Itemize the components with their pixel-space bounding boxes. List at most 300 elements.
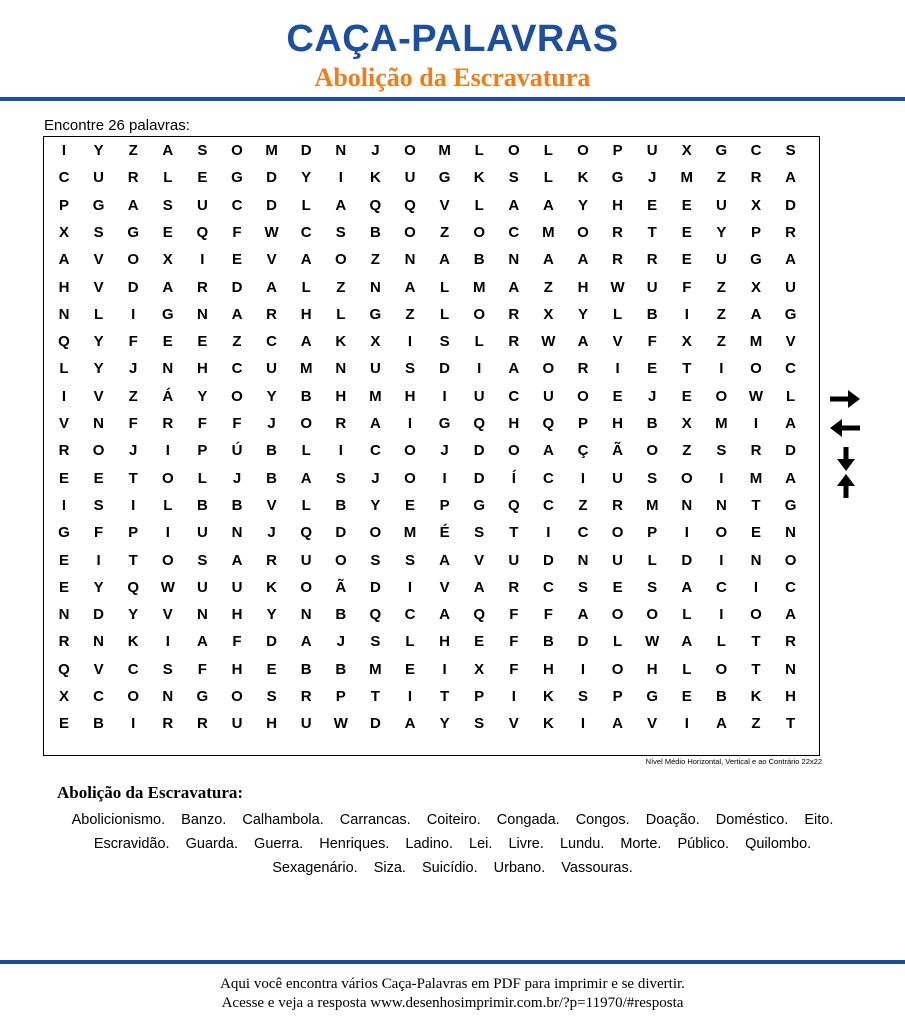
grid-letter[interactable]: Z [716,333,726,351]
grid-letter[interactable]: Y [266,387,277,405]
grid-letter[interactable]: A [542,251,554,269]
grid-letter[interactable]: K [369,169,381,187]
grid-letter[interactable]: I [615,360,620,378]
grid-letter[interactable]: O [404,223,416,241]
grid-letter[interactable]: J [129,442,138,460]
grid-letter[interactable]: F [128,333,138,351]
grid-letter[interactable]: P [612,142,623,159]
grid-letter[interactable]: Q [300,524,313,542]
grid-letter[interactable]: O [300,415,313,432]
grid-letter[interactable]: Q [507,496,520,514]
grid-letter[interactable]: H [785,688,797,705]
grid-letter[interactable]: A [508,278,520,296]
grid-letter[interactable]: F [509,633,519,651]
grid-letter[interactable]: B [231,496,243,514]
grid-letter[interactable]: Q [542,415,555,432]
grid-letter[interactable]: O [92,442,105,460]
grid-letter[interactable]: S [439,333,450,351]
grid-letter[interactable]: U [196,578,208,596]
grid-letter[interactable]: N [335,360,347,378]
grid-letter[interactable]: F [128,415,138,432]
grid-letter[interactable]: L [163,496,173,514]
grid-letter[interactable]: U [231,715,243,733]
grid-letter[interactable]: L [440,278,450,296]
grid-letter[interactable]: P [577,415,588,432]
grid-letter[interactable]: S [404,551,415,569]
grid-letter[interactable]: U [612,469,624,487]
grid-letter[interactable]: P [474,688,485,705]
grid-letter[interactable]: D [473,469,485,487]
grid-letter[interactable]: G [231,169,243,187]
grid-letter[interactable]: O [507,142,520,159]
grid-letter[interactable]: E [197,169,208,187]
grid-letter[interactable]: C [93,688,105,705]
grid-letter[interactable]: J [129,360,138,378]
grid-letter[interactable]: I [719,469,724,487]
grid-letter[interactable]: S [370,551,381,569]
grid-letter[interactable]: V [266,251,277,269]
grid-letter[interactable]: P [58,196,69,214]
grid-letter[interactable]: J [267,524,276,542]
grid-letter[interactable]: Y [577,305,588,323]
grid-letter[interactable]: I [61,496,67,514]
grid-letter[interactable]: F [682,278,692,296]
grid-letter[interactable]: X [370,333,381,351]
grid-letter[interactable]: K [127,633,139,651]
grid-letter[interactable]: O [473,223,486,241]
grid-letter[interactable]: R [300,688,312,705]
grid-letter[interactable]: D [473,442,485,460]
grid-letter[interactable]: X [162,251,173,269]
grid-letter[interactable]: O [161,469,174,487]
grid-letter[interactable]: C [542,578,554,596]
grid-letter[interactable]: A [785,606,797,624]
grid-letter[interactable]: Q [369,196,382,214]
grid-letter[interactable]: N [196,305,208,323]
grid-letter[interactable]: L [301,278,311,296]
grid-letter[interactable]: G [92,196,105,214]
grid-letter[interactable]: Z [336,278,346,296]
grid-letter[interactable]: Z [716,169,726,187]
grid-letter[interactable]: D [369,715,381,733]
grid-letter[interactable]: M [472,278,486,296]
grid-letter[interactable]: V [647,715,658,733]
grid-letter[interactable]: I [165,633,170,651]
grid-letter[interactable]: X [681,333,692,351]
grid-letter[interactable]: E [162,333,173,351]
grid-letter[interactable]: U [300,715,312,733]
grid-letter[interactable]: K [266,578,278,596]
grid-letter[interactable]: F [94,524,104,542]
grid-letter[interactable]: O [334,251,347,269]
grid-letter[interactable]: M [645,496,659,514]
grid-letter[interactable]: D [335,524,347,542]
grid-letter[interactable]: M [749,333,763,351]
grid-letter[interactable]: I [684,715,689,733]
grid-letter[interactable]: H [231,660,243,678]
grid-letter[interactable]: O [715,387,728,405]
grid-letter[interactable]: Z [751,715,761,733]
grid-letter[interactable]: C [577,524,589,542]
grid-letter[interactable]: E [58,715,69,733]
grid-letter[interactable]: V [439,578,450,596]
grid-letter[interactable]: Q [58,660,70,678]
grid-letter[interactable]: Z [716,278,726,296]
grid-letter[interactable]: I [338,169,343,187]
grid-letter[interactable]: Z [543,278,553,296]
grid-letter[interactable]: D [266,196,278,214]
grid-letter[interactable]: M [369,387,382,405]
grid-letter[interactable]: N [162,360,174,378]
grid-letter[interactable]: K [542,688,554,705]
grid-letter[interactable]: Q [58,333,70,351]
grid-letter[interactable]: R [612,223,624,241]
grid-letter[interactable]: N [715,496,727,514]
grid-letter[interactable]: X [750,278,761,296]
grid-letter[interactable]: A [196,633,208,651]
grid-letter[interactable]: G [611,169,624,187]
grid-letter[interactable]: R [58,442,70,460]
grid-letter[interactable]: A [231,551,243,569]
grid-letter[interactable]: U [196,196,208,214]
grid-letter[interactable]: S [335,223,346,241]
grid-letter[interactable]: V [266,496,277,514]
grid-letter[interactable]: C [785,360,797,378]
grid-letter[interactable]: A [785,251,797,269]
grid-letter[interactable]: Y [93,360,104,378]
grid-letter[interactable]: Y [301,169,312,187]
grid-letter[interactable]: S [716,442,727,460]
grid-letter[interactable]: D [231,278,243,296]
grid-letter[interactable]: R [508,333,520,351]
grid-letter[interactable]: E [647,360,658,378]
grid-letter[interactable]: X [681,142,692,159]
grid-letter[interactable]: Y [439,715,450,733]
grid-letter[interactable]: H [508,415,520,432]
grid-letter[interactable]: O [646,442,659,460]
grid-letter[interactable]: L [336,305,346,323]
grid-letter[interactable]: M [680,169,694,187]
grid-letter[interactable]: F [543,606,553,624]
grid-letter[interactable]: J [267,415,276,432]
grid-letter[interactable]: G [161,305,174,323]
grid-letter[interactable]: D [369,578,381,596]
grid-letter[interactable]: Z [405,305,415,323]
grid-letter[interactable]: V [58,415,69,432]
grid-letter[interactable]: U [404,169,416,187]
grid-letter[interactable]: W [333,715,348,733]
grid-letter[interactable]: L [440,305,450,323]
grid-letter[interactable]: F [197,660,207,678]
grid-letter[interactable]: L [59,360,69,378]
grid-letter[interactable]: Z [440,223,450,241]
grid-letter[interactable]: U [300,551,312,569]
grid-letter[interactable]: S [508,169,519,187]
grid-letter[interactable]: E [750,524,761,542]
grid-letter[interactable]: S [474,524,485,542]
grid-letter[interactable]: G [646,688,659,705]
grid-letter[interactable]: H [58,278,70,296]
grid-letter[interactable]: A [785,469,797,487]
grid-letter[interactable]: I [131,715,136,733]
grid-letter[interactable]: K [473,169,485,187]
grid-letter[interactable]: I [753,415,759,432]
grid-letter[interactable]: I [61,142,67,159]
grid-letter[interactable]: O [127,251,140,269]
grid-letter[interactable]: M [403,524,417,542]
grid-letter[interactable]: J [648,169,657,187]
grid-letter[interactable]: L [543,142,553,159]
grid-letter[interactable]: E [58,551,69,569]
grid-letter[interactable]: Y [716,223,727,241]
grid-letter[interactable]: S [93,496,104,514]
grid-letter[interactable]: N [404,251,416,269]
grid-letter[interactable]: Q [369,606,382,624]
grid-letter[interactable]: A [508,196,520,214]
grid-letter[interactable]: L [543,169,553,187]
grid-letter[interactable]: S [197,142,208,159]
grid-letter[interactable]: X [58,688,69,705]
grid-letter[interactable]: Z [682,442,692,460]
grid-letter[interactable]: H [335,387,347,405]
grid-letter[interactable]: É [439,524,450,542]
grid-letter[interactable]: A [508,360,520,378]
grid-letter[interactable]: V [93,251,104,269]
grid-letter[interactable]: T [128,551,138,569]
grid-letter[interactable]: S [647,578,658,596]
grid-letter[interactable]: W [264,223,279,241]
grid-letter[interactable]: A [127,196,139,214]
grid-letter[interactable]: R [266,305,278,323]
grid-letter[interactable]: V [162,606,173,624]
grid-letter[interactable]: E [93,469,104,487]
grid-letter[interactable]: L [163,169,173,187]
grid-letter[interactable]: V [93,387,104,405]
grid-letter[interactable]: C [542,469,554,487]
grid-letter[interactable]: E [58,469,69,487]
grid-letter[interactable]: Ã [335,578,347,596]
grid-letter[interactable]: W [645,633,660,651]
grid-letter[interactable]: A [473,578,485,596]
grid-letter[interactable]: B [369,223,381,241]
grid-letter[interactable]: G [750,251,762,269]
grid-letter[interactable]: G [127,223,140,241]
grid-letter[interactable]: K [542,715,554,733]
grid-letter[interactable]: R [750,169,762,187]
grid-letter[interactable]: O [404,442,416,460]
grid-letter[interactable]: H [612,196,624,214]
grid-letter[interactable]: P [197,442,208,460]
grid-letter[interactable]: L [197,469,207,487]
grid-letter[interactable]: E [58,578,69,596]
grid-letter[interactable]: E [612,387,623,405]
grid-letter[interactable]: D [785,442,797,460]
grid-letter[interactable]: Z [128,142,138,159]
grid-letter[interactable]: S [785,142,796,159]
grid-letter[interactable]: J [648,387,657,405]
grid-letter[interactable]: D [93,606,105,624]
grid-letter[interactable]: U [231,578,243,596]
grid-letter[interactable]: I [684,305,689,323]
grid-letter[interactable]: W [748,387,764,405]
grid-letter[interactable]: R [612,251,624,269]
grid-letter[interactable]: C [127,660,139,678]
grid-letter[interactable]: S [93,223,104,241]
grid-letter[interactable]: I [684,524,689,542]
grid-letter[interactable]: B [300,387,312,405]
grid-letter[interactable]: K [335,333,347,351]
grid-letter[interactable]: I [165,442,170,460]
grid-letter[interactable]: S [577,578,588,596]
grid-letter[interactable]: E [647,196,658,214]
grid-letter[interactable]: J [371,142,380,159]
grid-letter[interactable]: L [301,442,311,460]
grid-letter[interactable]: V [612,333,623,351]
grid-letter[interactable]: A [439,251,451,269]
grid-letter[interactable]: R [58,633,70,651]
grid-letter[interactable]: Y [370,496,381,514]
grid-letter[interactable]: B [335,496,347,514]
grid-letter[interactable]: G [196,688,209,705]
grid-letter[interactable]: D [266,169,278,187]
grid-letter[interactable]: L [474,333,484,351]
grid-letter[interactable]: C [508,223,520,241]
grid-letter[interactable]: A [439,551,451,569]
grid-letter[interactable]: P [647,524,658,542]
grid-letter[interactable]: I [338,442,343,460]
grid-letter[interactable]: J [371,469,380,487]
grid-letter[interactable]: A [300,469,312,487]
grid-letter[interactable]: S [197,551,208,569]
grid-letter[interactable]: N [785,524,797,542]
grid-letter[interactable]: V [508,715,519,733]
grid-letter[interactable]: P [128,524,139,542]
grid-letter[interactable]: N [681,496,693,514]
grid-letter[interactable]: N [162,688,174,705]
grid-letter[interactable]: G [438,169,451,187]
grid-letter[interactable]: A [369,415,381,432]
grid-letter[interactable]: H [612,415,624,432]
grid-letter[interactable]: A [439,606,451,624]
grid-letter[interactable]: L [647,551,657,569]
grid-letter[interactable]: R [785,633,797,651]
grid-letter[interactable]: M [299,360,313,378]
grid-letter[interactable]: O [369,524,382,542]
grid-letter[interactable]: W [610,278,625,296]
grid-letter[interactable]: A [58,251,70,269]
grid-letter[interactable]: C [404,606,416,624]
grid-letter[interactable]: B [300,660,312,678]
grid-letter[interactable]: I [580,660,586,678]
grid-letter[interactable]: N [785,660,797,678]
grid-letter[interactable]: B [646,415,658,432]
grid-letter[interactable]: I [131,305,136,323]
grid-letter[interactable]: A [785,415,797,432]
grid-letter[interactable]: U [93,169,105,187]
grid-letter[interactable]: A [681,578,693,596]
grid-letter[interactable]: U [542,387,554,405]
grid-letter[interactable]: F [232,223,242,241]
grid-letter[interactable]: O [611,660,624,678]
grid-letter[interactable]: G [438,415,451,432]
grid-letter[interactable]: P [612,688,623,705]
grid-letter[interactable]: N [231,524,243,542]
grid-letter[interactable]: U [612,551,624,569]
grid-letter[interactable]: Q [473,415,486,432]
grid-letter[interactable]: C [231,360,243,378]
grid-letter[interactable]: Z [370,251,380,269]
grid-letter[interactable]: I [546,524,551,542]
grid-letter[interactable]: U [196,524,208,542]
grid-letter[interactable]: Á [162,387,174,405]
grid-letter[interactable]: E [474,633,485,651]
grid-letter[interactable]: L [94,305,104,323]
grid-letter[interactable]: R [266,551,278,569]
grid-letter[interactable]: R [785,223,797,241]
grid-letter[interactable]: S [474,715,485,733]
grid-letter[interactable]: G [784,496,797,514]
grid-letter[interactable]: B [266,469,278,487]
grid-letter[interactable]: N [196,606,208,624]
grid-letter[interactable]: X [750,196,761,214]
grid-letter[interactable]: E [197,333,208,351]
grid-letter[interactable]: J [232,469,242,487]
grid-letter[interactable]: U [369,360,381,378]
grid-letter[interactable]: V [474,551,485,569]
grid-letter[interactable]: L [682,606,692,624]
grid-letter[interactable]: O [715,524,728,542]
grid-letter[interactable]: M [542,223,555,241]
grid-letter[interactable]: N [93,633,105,651]
grid-letter[interactable]: A [577,606,589,624]
grid-letter[interactable]: I [131,496,136,514]
grid-letter[interactable]: A [231,305,243,323]
grid-letter[interactable]: B [93,715,105,733]
grid-letter[interactable]: O [334,551,347,569]
grid-letter[interactable]: C [508,387,520,405]
grid-letter[interactable]: C [231,196,243,214]
grid-letter[interactable]: A [542,196,554,214]
grid-letter[interactable]: M [749,469,763,487]
grid-letter[interactable]: L [613,305,623,323]
grid-letter[interactable]: O [231,688,243,705]
grid-letter[interactable]: J [336,633,345,651]
grid-letter[interactable]: N [300,606,312,624]
grid-letter[interactable]: A [577,251,589,269]
grid-letter[interactable]: X [474,660,485,678]
grid-letter[interactable]: T [509,524,519,542]
grid-letter[interactable]: R [196,715,208,733]
grid-letter[interactable]: T [786,715,796,733]
grid-letter[interactable]: O [231,142,243,159]
grid-letter[interactable]: O [404,142,416,159]
grid-letter[interactable]: K [577,169,589,187]
grid-letter[interactable]: N [369,278,381,296]
grid-letter[interactable]: I [511,688,516,705]
grid-letter[interactable]: G [58,524,70,542]
grid-letter[interactable]: A [300,333,312,351]
grid-letter[interactable]: Q [404,196,416,214]
grid-letter[interactable]: U [646,142,658,159]
grid-letter[interactable]: Y [197,387,208,405]
grid-letter[interactable]: O [577,142,589,159]
grid-letter[interactable]: M [369,660,382,678]
grid-letter[interactable]: O [750,606,762,624]
grid-letter[interactable]: F [197,415,207,432]
grid-letter[interactable]: R [335,415,347,432]
grid-letter[interactable]: R [508,305,520,323]
grid-letter[interactable]: Y [128,606,139,624]
